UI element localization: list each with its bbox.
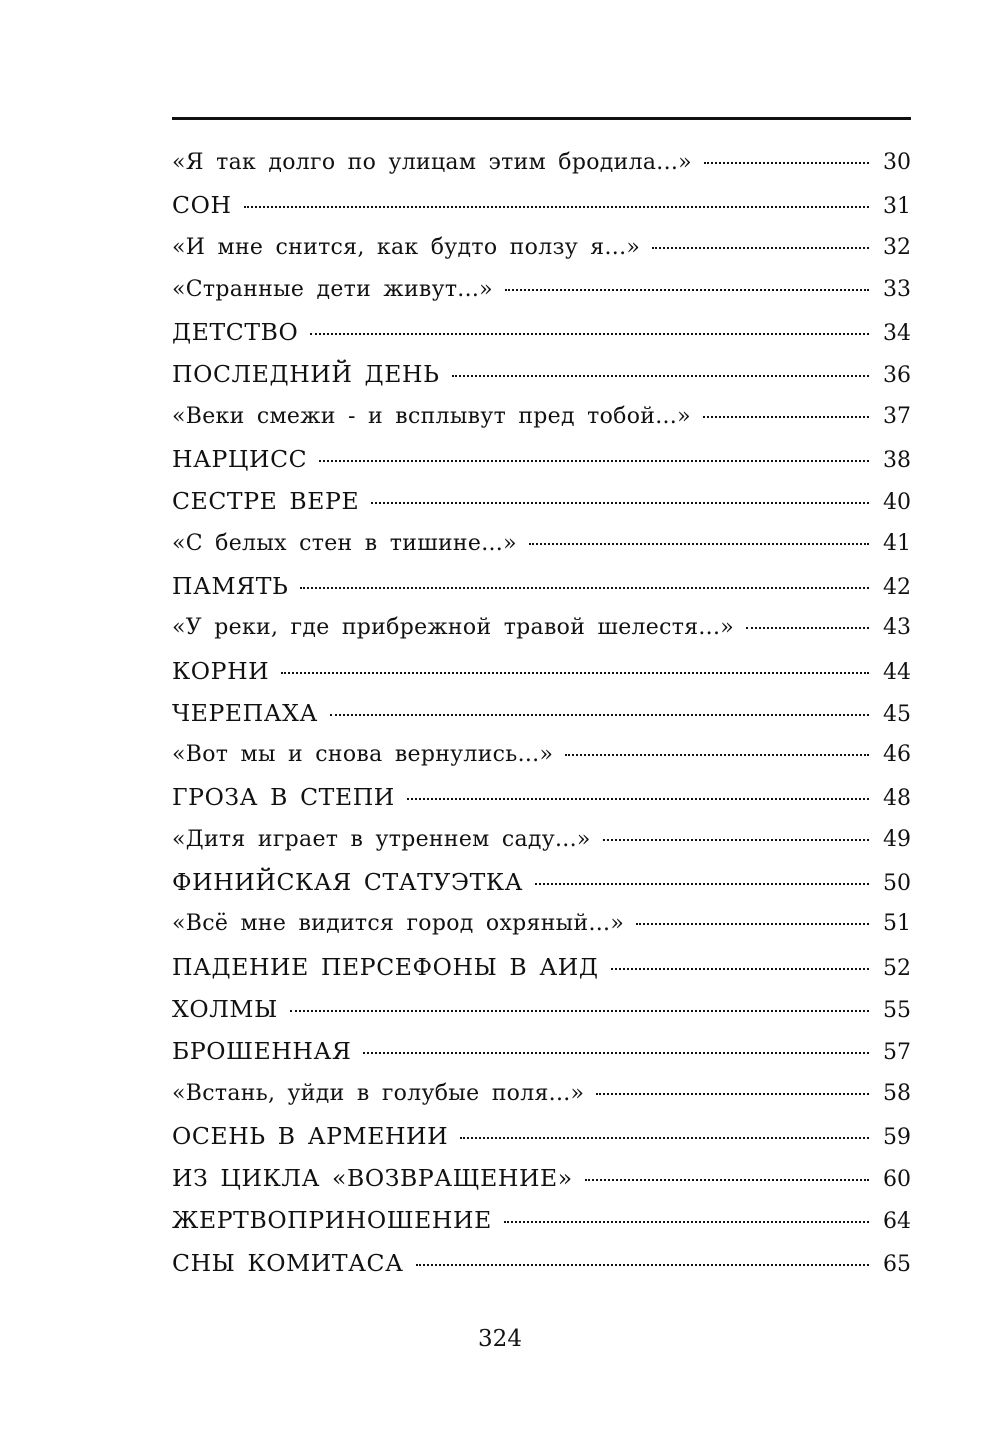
toc-entry-title: ХОЛМЫ <box>172 994 278 1023</box>
dot-leader <box>371 502 869 504</box>
toc-entry <box>172 734 911 776</box>
toc-entry-title: ПАМЯТЬ <box>172 571 289 600</box>
dot-leader <box>290 1010 869 1012</box>
dot-leader <box>603 839 869 841</box>
toc-entry-title: ЖЕРТВОПРИНОШЕНИЕ <box>172 1206 492 1235</box>
dot-leader <box>529 543 869 545</box>
dot-leader <box>300 587 869 589</box>
toc-entry-page: 45 <box>883 701 911 727</box>
toc-entry <box>172 1157 911 1199</box>
toc-entry <box>172 480 911 522</box>
toc-entry-page: 41 <box>883 530 911 556</box>
toc-entry-title: СЕСТРЕ ВЕРЕ <box>172 487 360 516</box>
toc-entry-page: 48 <box>883 786 911 812</box>
dot-leader <box>460 1137 869 1139</box>
toc-entry <box>172 1242 911 1284</box>
toc-entry-title: «Вот мы и снова вернулись...» <box>172 742 554 768</box>
toc-entry-title: КОРНИ <box>172 656 270 685</box>
toc-entry-title: «С белых стен в тишине...» <box>172 530 517 556</box>
toc-entry <box>172 607 911 649</box>
dot-leader <box>407 798 869 800</box>
toc-entry-title: «Я так долго по улицам этим бродила...» <box>172 150 692 175</box>
toc-entry-page: 36 <box>883 363 911 389</box>
dot-leader <box>652 247 869 249</box>
dot-leader <box>310 333 869 335</box>
toc-entry-page: 60 <box>883 1167 911 1193</box>
dot-leader <box>244 206 869 208</box>
toc-entry <box>172 184 911 226</box>
toc-entry-title: ГРОЗА В СТЕПИ <box>172 783 395 812</box>
toc-entry-page: 65 <box>883 1251 911 1277</box>
dot-leader <box>330 714 869 716</box>
toc-entry-title: ОСЕНЬ В АРМЕНИИ <box>172 1121 449 1150</box>
toc-entry-page: 58 <box>883 1080 911 1106</box>
toc-entry <box>172 438 911 480</box>
toc-entry-page: 64 <box>883 1209 911 1235</box>
page-number: 324 <box>478 1326 522 1352</box>
toc-entry-title: СНЫ КОМИТАСА <box>172 1248 404 1277</box>
toc-entry-page: 50 <box>883 871 911 897</box>
toc-entry-page: 51 <box>883 911 911 937</box>
dot-leader <box>596 1093 869 1095</box>
toc-entry-title: БРОШЕННАЯ <box>172 1037 352 1066</box>
toc-entry-page: 38 <box>883 448 911 474</box>
toc-entry-title: ПОСЛЕДНИЙ ДЕНЬ <box>172 360 440 389</box>
toc-entry <box>172 988 911 1030</box>
dot-leader <box>416 1264 869 1266</box>
toc-entry-title: СОН <box>172 191 232 220</box>
toc-entry-title: «Веки смежи - и всплывут пред тобой...» <box>172 403 691 429</box>
toc-entry <box>172 396 911 438</box>
toc-entry-title: «Странные дети живут...» <box>172 276 493 302</box>
toc-entry-title: «И мне снится, как будто ползу я...» <box>172 234 641 260</box>
toc-entry-page: 37 <box>883 403 911 429</box>
toc-entry <box>172 227 911 269</box>
dot-leader <box>504 1221 869 1223</box>
dot-leader <box>703 416 869 418</box>
toc-entry <box>172 1115 911 1157</box>
toc-entry <box>172 1030 911 1072</box>
toc-entry-page: 30 <box>883 150 911 175</box>
toc-entry-page: 59 <box>883 1124 911 1150</box>
toc-entry-title: НАРЦИСС <box>172 445 308 474</box>
dot-leader <box>319 460 869 462</box>
toc-entry <box>172 650 911 692</box>
toc-entry-title: ФИНИЙСКАЯ СТАТУЭТКА <box>172 868 524 897</box>
dot-leader <box>363 1052 869 1054</box>
toc-entry <box>172 692 911 734</box>
dot-leader <box>611 968 869 970</box>
toc-entry-title: «Всё мне видится город охряный...» <box>172 911 625 937</box>
toc-entry-page: 57 <box>883 1040 911 1066</box>
dot-leader <box>281 672 869 674</box>
toc-entry-page: 34 <box>883 321 911 347</box>
toc-entry-title: ДЕТСТВО <box>172 318 299 347</box>
toc-entry-title: ИЗ ЦИКЛА «ВОЗВРАЩЕНИЕ» <box>172 1164 573 1193</box>
toc-entry-page: 43 <box>883 615 911 641</box>
toc-entry <box>172 269 911 311</box>
toc-entry-page: 33 <box>883 276 911 302</box>
toc-entry <box>172 523 911 565</box>
toc-entry <box>172 353 911 395</box>
dot-leader <box>535 883 869 885</box>
dot-leader <box>452 375 869 377</box>
table-of-contents <box>172 142 911 1284</box>
top-rule-divider <box>172 117 911 120</box>
dot-leader <box>746 627 869 629</box>
toc-entry <box>172 776 911 818</box>
toc-entry-title: «Дитя играет в утреннем саду...» <box>172 826 591 852</box>
toc-entry-page: 44 <box>883 659 911 685</box>
toc-entry <box>172 142 911 184</box>
toc-entry <box>172 903 911 945</box>
toc-entry <box>172 1073 911 1115</box>
toc-entry-title: «Встань, уйди в голубые поля...» <box>172 1080 585 1106</box>
toc-entry-title: «У реки, где прибрежной травой шелестя...» <box>172 615 735 641</box>
toc-entry-page: 55 <box>883 997 911 1023</box>
toc-entry-page: 42 <box>883 574 911 600</box>
toc-entry-page: 52 <box>883 955 911 981</box>
toc-entry <box>172 311 911 353</box>
toc-entry-title: ЧЕРЕПАХА <box>172 698 318 727</box>
dot-leader <box>585 1179 869 1181</box>
toc-entry-page: 46 <box>883 742 911 768</box>
toc-entry-page: 40 <box>883 490 911 516</box>
dot-leader <box>636 923 869 925</box>
dot-leader <box>704 162 869 164</box>
toc-entry <box>172 1199 911 1241</box>
toc-entry <box>172 861 911 903</box>
dot-leader <box>565 754 869 756</box>
toc-entry-page: 49 <box>883 826 911 852</box>
toc-entry-page: 32 <box>883 234 911 260</box>
toc-entry <box>172 946 911 988</box>
toc-entry-page: 31 <box>883 194 911 220</box>
toc-entry <box>172 819 911 861</box>
toc-entry-title: ПАДЕНИЕ ПЕРСЕФОНЫ В АИД <box>172 952 599 981</box>
toc-entry <box>172 565 911 607</box>
dot-leader <box>505 289 869 291</box>
